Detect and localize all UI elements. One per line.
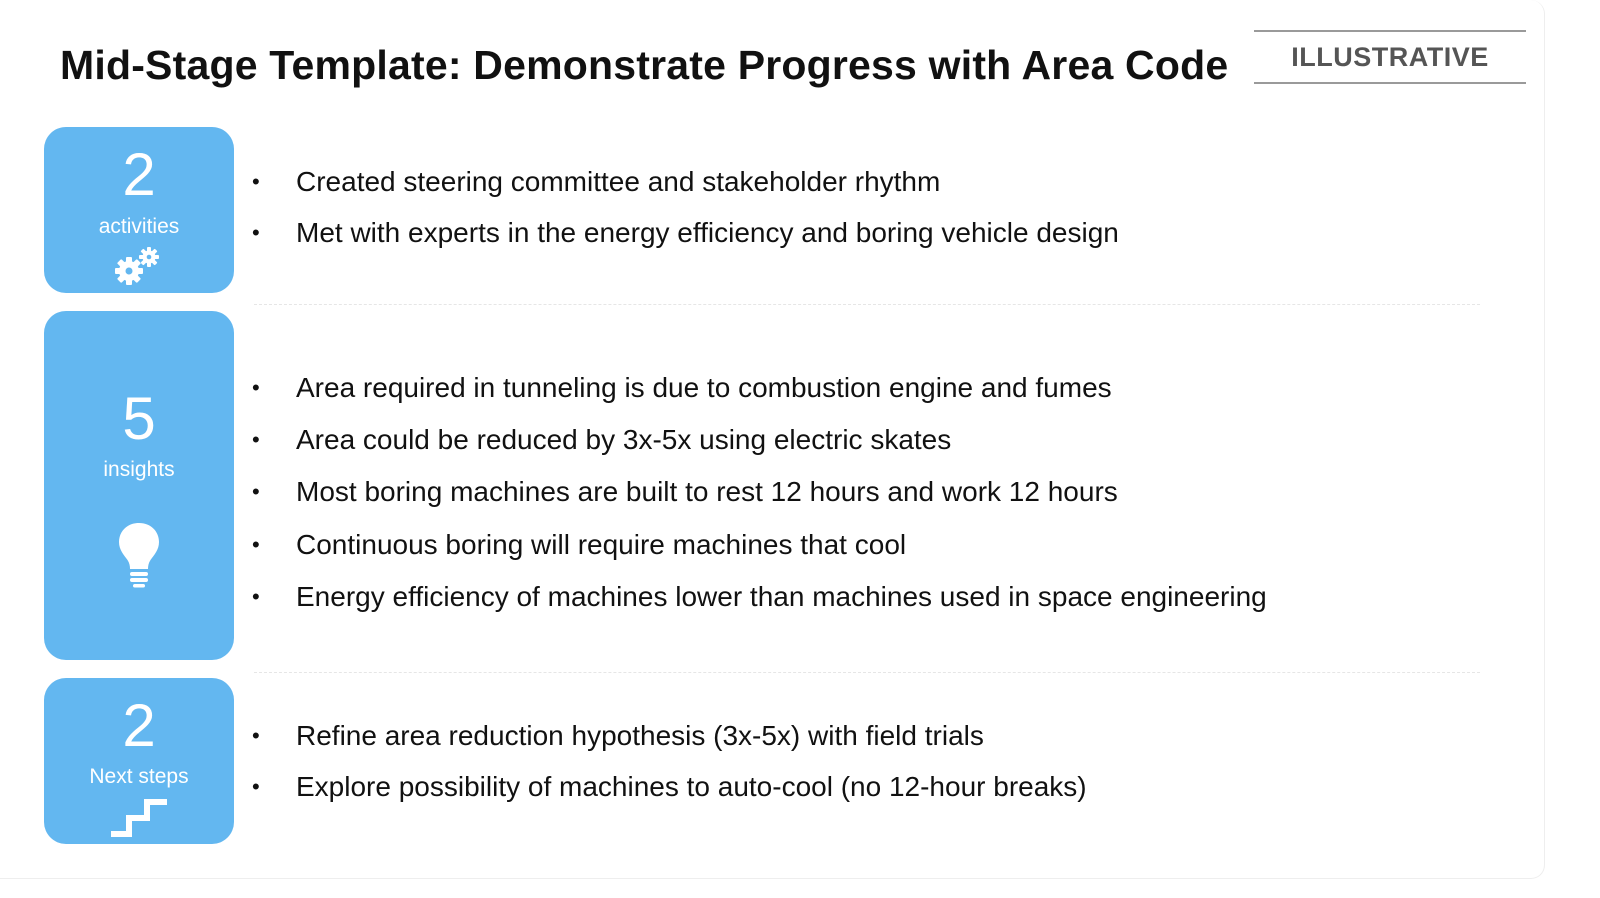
activities-box [44,127,234,293]
section-divider [254,672,1480,673]
stairs-icon [107,796,171,843]
insights-box [44,311,234,660]
insights-label: insights [103,458,175,481]
activities-count: 2 [122,141,156,208]
gears-icon [111,245,167,294]
next-steps-box [44,678,234,844]
activities-label: activities [98,215,180,238]
lightbulb-icon [118,521,160,594]
page-title: Mid-Stage Template: Demonstrate Progress with Area Code [60,42,1229,88]
illustrative-tag: ILLUSTRATIVE [1254,30,1526,84]
insights-count: 5 [122,385,156,452]
section-divider [254,304,1480,305]
next-steps-label: Next steps [89,765,189,788]
next-steps-count: 2 [122,692,156,759]
